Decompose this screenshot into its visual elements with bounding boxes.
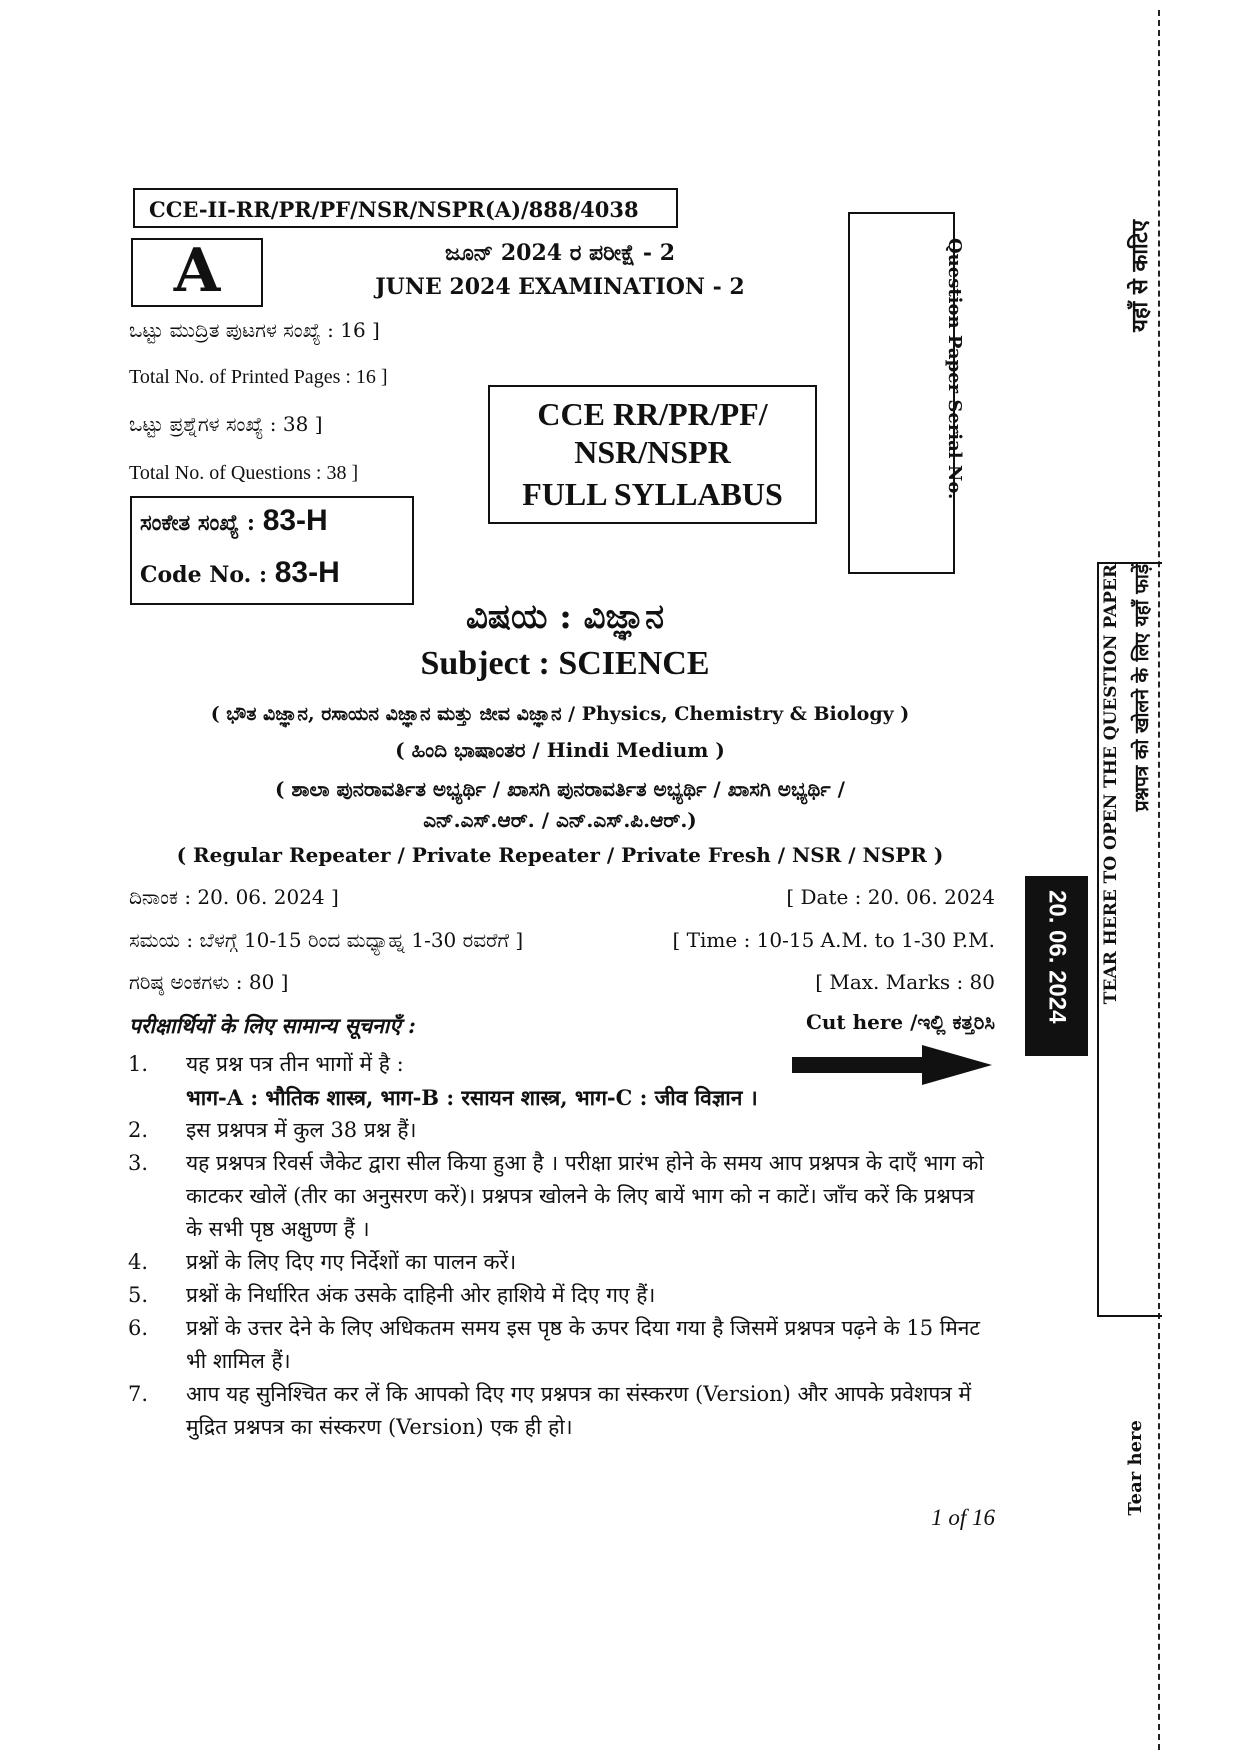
instruction-item [128,1114,996,1147]
tear-here-label [1125,1420,1161,1530]
tear-english [1101,564,1131,1309]
instruction-number: 3. [128,1151,149,1175]
instruction-number: 6. [128,1316,149,1340]
tear-hindi-top-text: यहाँ से काटिए [1127,220,1153,332]
syllabus-line-2: NSR/NSPR [574,434,731,470]
code-kannada-value: 83-H [262,504,328,537]
exam-title-kannada: ಜೂನ್ 2024 ರ ಪರೀಕ್ಷೆ - 2 [444,240,676,266]
max-marks-kannada: ಗರಿಷ್ಠ ಅಂಕಗಳು : 80 ] [129,970,289,994]
code-number-kannada [140,504,328,538]
serial-number-label-text: Question Paper Serial No. [944,238,965,500]
instruction-number: 4. [128,1250,149,1274]
printed-pages-english: Total No. of Printed Pages : 16 ] [129,366,388,388]
code-english-value: 83-H [274,556,340,589]
code-kannada-label: ಸಂಕೇತ ಸಂಖ್ಯೆ : [140,510,256,536]
total-questions-english: Total No. of Questions : 38 ] [129,462,359,484]
instruction-item [128,1147,996,1246]
tear-hindi-text: प्रश्नपत्र को खोलने के लिए यहाँ फाड़ें [1131,564,1153,812]
subject-kannada: ವಿಷಯ : ವಿಜ್ಞಾನ [465,597,665,637]
date-english: [ Date : 20. 06. 2024 [786,885,995,909]
instruction-text: आप यह सुनिश्चित कर लें कि आपको दिए गए प्रश्नपत्र का संस्करण (Version) और आपके प्रवेशपत्र में मुद्रित प्रश्नपत्र का संस्करण (Version) एक ही हो। [186,1382,972,1439]
instruction-number: 2. [128,1118,149,1142]
instruction-number: 1. [128,1052,149,1076]
tear-instruction-box [1097,562,1162,1317]
tear-hindi [1129,564,1159,1309]
instruction-item [128,1312,996,1378]
syllabus-line-3: FULL SYLLABUS [522,476,783,512]
instruction-text: यह प्रश्न पत्र तीन भागों में है : [186,1052,404,1076]
instruction-item [128,1246,996,1279]
code-number-box [130,496,414,605]
date-kannada: ದಿನಾಂಕ : 20. 06. 2024 ] [129,885,339,909]
tear-here-text: Tear here [1125,1420,1146,1516]
medium: ( ಹಿಂದಿ ಭಾಷಾಂತರ / Hindi Medium ) [395,738,725,762]
cut-here-label: Cut here /ಇಲ್ಲಿ ಕತ್ತರಿಸಿ [805,1010,995,1034]
max-marks-english: [ Max. Marks : 80 [815,970,995,994]
tear-hindi-top [1125,220,1161,380]
instruction-text: प्रश्नों के लिए दिए गए निर्देशों का पालन करें। [186,1250,517,1274]
paper-code: CCE-II-RR/PR/PF/NSR/NSPR(A)/888/4038 [149,197,639,222]
instructions-list [128,1048,996,1444]
instruction-text: यह प्रश्नपत्र रिवर्स जैकेट द्वारा सील किया हुआ है । परीक्षा प्रारंभ होने के समय आप प्रश्नपत्र के दाएँ भाग को काटकर खोलें (तीर का अनुसरण करें)। प्रश्नपत्र खोलने के लिए बायें भाग को न काटें। जाँच करें कि प्रश्नपत्र के सभी पृष्ठ अक्षुण्ण हैं । [186,1151,984,1241]
candidates-kannada-line1: ( ಶಾಲಾ ಪುನರಾವರ್ತಿತ ಅಭ್ಯರ್ಥಿ / ಖಾಸಗಿ ಪುನರಾವರ್ತಿತ ಅಭ್ಯರ್ಥಿ / ಖಾಸಗಿ ಅಭ್ಯರ್ಥಿ / [275,777,845,801]
version-letter: A [173,236,221,306]
time-english: [ Time : 10-15 A.M. to 1-30 P.M. [672,928,995,952]
page-number: 1 of 16 [931,1505,995,1530]
instruction-item [128,1279,996,1312]
code-number-english [140,556,340,590]
code-english-label: Code No. : [140,562,268,588]
instruction-text: इस प्रश्नपत्र में कुल 38 प्रश्न हैं। [186,1118,417,1142]
syllabus-box [488,385,817,524]
candidates-english: ( Regular Repeater / Private Repeater / Private Fresh / NSR / NSPR ) [176,843,944,867]
total-questions-kannada: ಒಟ್ಟು ಪ್ರಶ್ನೆಗಳ ಸಂಖ್ಯೆ : 38 ] [129,412,323,436]
instruction-text: प्रश्नों के उत्तर देने के लिए अधिकतम समय इस पृष्ठ के ऊपर दिया गया है जिसमें प्रश्नपत्र पढ़ने के 15 मिनट भी शामिल हैं। [186,1316,981,1373]
serial-number-box [848,212,955,574]
instruction-item [128,1048,996,1114]
paper-code-box [133,188,678,228]
serial-number-label [944,238,984,538]
date-strip-text: 20. 06. 2024 [1043,890,1071,1024]
instruction-text: प्रश्नों के निर्धारित अंक उसके दाहिनी ओर हाशिये में दिए गए हैं। [186,1283,656,1307]
subject-streams: ( ಭೌತ ವಿಜ್ಞಾನ, ರಸಾಯನ ವಿಜ್ಞಾನ ಮತ್ತು ಜೀವ ವಿಜ್ಞಾನ / Physics, Chemistry & Biology ) [210,703,910,725]
subject-english: Subject : SCIENCE [420,645,710,682]
candidates-kannada-line2: ಎನ್.ಎಸ್.ಆರ್. / ಎನ್.ಎಸ್.ಪಿ.ಆರ್.) [423,808,697,832]
date-strip [1025,876,1088,1056]
instruction-item [128,1378,996,1444]
tear-english-text: TEAR HERE TO OPEN THE QUESTION PAPER [1101,564,1121,1005]
instruction-number: 5. [128,1283,149,1307]
instruction-subtext: भाग-A : भौतिक शास्त्र, भाग-B : रसायन शास्त्र, भाग-C : जीव विज्ञान । [186,1085,758,1110]
time-kannada: ಸಮಯ : ಬೆಳಗ್ಗೆ 10-15 ರಿಂದ ಮಧ್ಯಾಹ್ನ 1-30 ರವರೆಗೆ ] [129,928,524,952]
instruction-number: 7. [128,1382,149,1406]
printed-pages-kannada: ಒಟ್ಟು ಮುದ್ರಿತ ಪುಟಗಳ ಸಂಖ್ಯೆ : 16 ] [129,318,380,342]
exam-title-english: JUNE 2024 EXAMINATION - 2 [375,274,745,300]
syllabus-line-1: CCE RR/PR/PF/ [537,396,768,432]
instructions-heading: परीक्षार्थियों के लिए सामान्य सूचनाएँ : [129,1013,416,1038]
version-box [131,238,263,307]
